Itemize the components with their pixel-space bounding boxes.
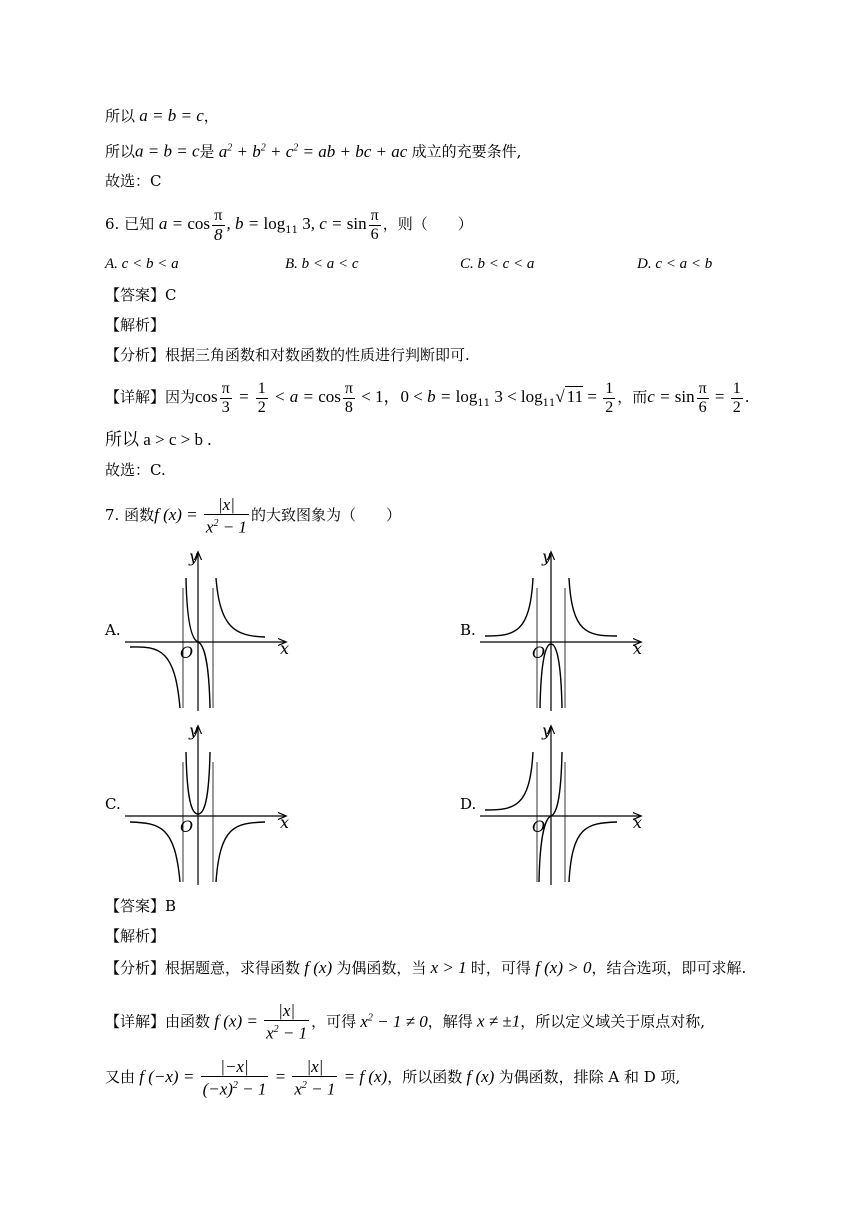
q6-option-a: A. c < b < a <box>105 256 179 272</box>
graph-a-y: y <box>189 548 199 566</box>
graph-c-o: O <box>180 817 194 836</box>
graph-d-y: y <box>542 722 552 740</box>
answer-7: 【答案】B <box>105 897 177 915</box>
graph-d-x: x <box>633 813 643 832</box>
l2-post: 成立的充要条件, <box>411 142 522 161</box>
q7-suffix: 的大致图象为（ ） <box>250 506 401 524</box>
answer-6: 【答案】C <box>105 286 177 304</box>
guxuan-6: 故选：C. <box>105 461 166 479</box>
suoyi-6: 所以 a > c > b . <box>105 430 212 449</box>
l2-mid: 是 <box>199 142 215 161</box>
graph-c-label: C. <box>105 795 121 813</box>
l2-eq: $a^2 + b^2 + c^2$ = ab + bc + ac <box>214 141 412 161</box>
xiangjie-6: 【详解】因为cos $\frac{\pi}{3}$ = $\frac{1}{2}$ < a = cos $\frac{\pi}{8}$ < 1，$0 < b = \log_{11} 3 < \log_{11}√$ 11 = $\frac{1}{2}$ ，而c = sin $\frac{\pi}{6}$ = $\frac{1}{2}$ . <box>105 379 750 416</box>
graph-a-o: O <box>180 643 194 662</box>
graph-d-o: O <box>532 817 546 836</box>
xiangjie-mid: ，而 <box>617 388 648 406</box>
fenxi7-c: 时，可得 <box>470 959 531 977</box>
q7-prefix: 7. 函数 <box>105 506 155 524</box>
xiangjie-7: 【详解】由函数 f (x) = $\frac{|x|}{x^2 - 1}$ ，可得 $x^2 - 1 \ne 0$，解得 x ≠ ±1，所以定义域关于原点对称, <box>105 1001 705 1043</box>
graph-b-label: B. <box>460 621 476 639</box>
xj7-d: ，所以定义域关于原点对称, <box>520 1012 705 1031</box>
l2-math: a = b = c <box>135 141 200 161</box>
text-line-2 <box>105 138 521 162</box>
graph-b-y: y <box>542 548 552 566</box>
q6-option-c: C. b < c < a <box>460 256 535 272</box>
q6-option-d: D. c < a < b <box>637 256 713 272</box>
text-line-3: 故选：C <box>105 172 162 190</box>
yy-a: 又由 <box>105 1068 136 1086</box>
graph-c <box>125 722 295 887</box>
xj7-a: 【详解】由函数 <box>105 1012 211 1031</box>
fenxi-6: 【分析】根据三角函数和对数函数的性质进行判断即可. <box>105 346 470 364</box>
jiexi-6: 【解析】 <box>105 316 166 334</box>
yy-b: ，所以函数 <box>387 1068 463 1086</box>
graph-a <box>125 548 295 713</box>
text-line-1: 所以 a = b = c， <box>105 106 219 125</box>
xj7-c: ，解得 <box>427 1012 473 1031</box>
jiexi-7: 【解析】 <box>105 927 166 945</box>
graph-c-x: x <box>280 813 290 832</box>
question-6: 6. 已知 a = cos $\frac{\pi}{8}$ , $b = \log_{11} 3$, c = sin $\frac{\pi}{6}$ ，则（ ） <box>105 206 473 244</box>
graph-b <box>480 548 650 713</box>
fenxi-7: 【分析】根据题意，求得函数 f (x) 为偶函数，当 x > 1 时，可得 f (x) > 0，结合选项，即可求解. <box>105 958 747 977</box>
yy-c: 为偶函数，排除 A 和 D 项, <box>498 1068 681 1086</box>
q6-prefix: 6. 已知 <box>105 215 155 233</box>
xj7-b: ，可得 <box>311 1012 357 1031</box>
q6-end: ，则（ ） <box>382 215 473 233</box>
q6-option-b: B. b < a < c <box>285 256 359 272</box>
graph-b-o: O <box>532 643 546 662</box>
graph-a-label: A. <box>105 621 121 639</box>
graph-d-label: D. <box>460 795 477 813</box>
graph-a-x: x <box>280 639 290 658</box>
graph-d <box>480 722 650 887</box>
fenxi7-d: ，结合选项，即可求解. <box>591 959 747 977</box>
graph-b-x: x <box>633 639 643 658</box>
graph-c-y: y <box>189 722 199 740</box>
l2-pre: 所以 <box>105 142 136 161</box>
xiangjie-label: 【详解】因为 <box>105 388 196 406</box>
question-7: 7. 函数f (x) = $\frac{|x|}{x^2 - 1}$ 的大致图象为（ ） <box>105 494 401 537</box>
youyou-7: 又由 f (−x) = $\frac{|-x|}{(-x)^2 - 1}$ = $\frac{|x|}{x^2 - 1}$ = f (x)，所以函数 f (x) 为偶函数，排除 A 和 D 项, <box>105 1056 681 1099</box>
fenxi7-a: 【分析】根据题意，求得函数 <box>105 959 301 977</box>
fenxi7-b: 为偶函数，当 <box>336 959 427 977</box>
